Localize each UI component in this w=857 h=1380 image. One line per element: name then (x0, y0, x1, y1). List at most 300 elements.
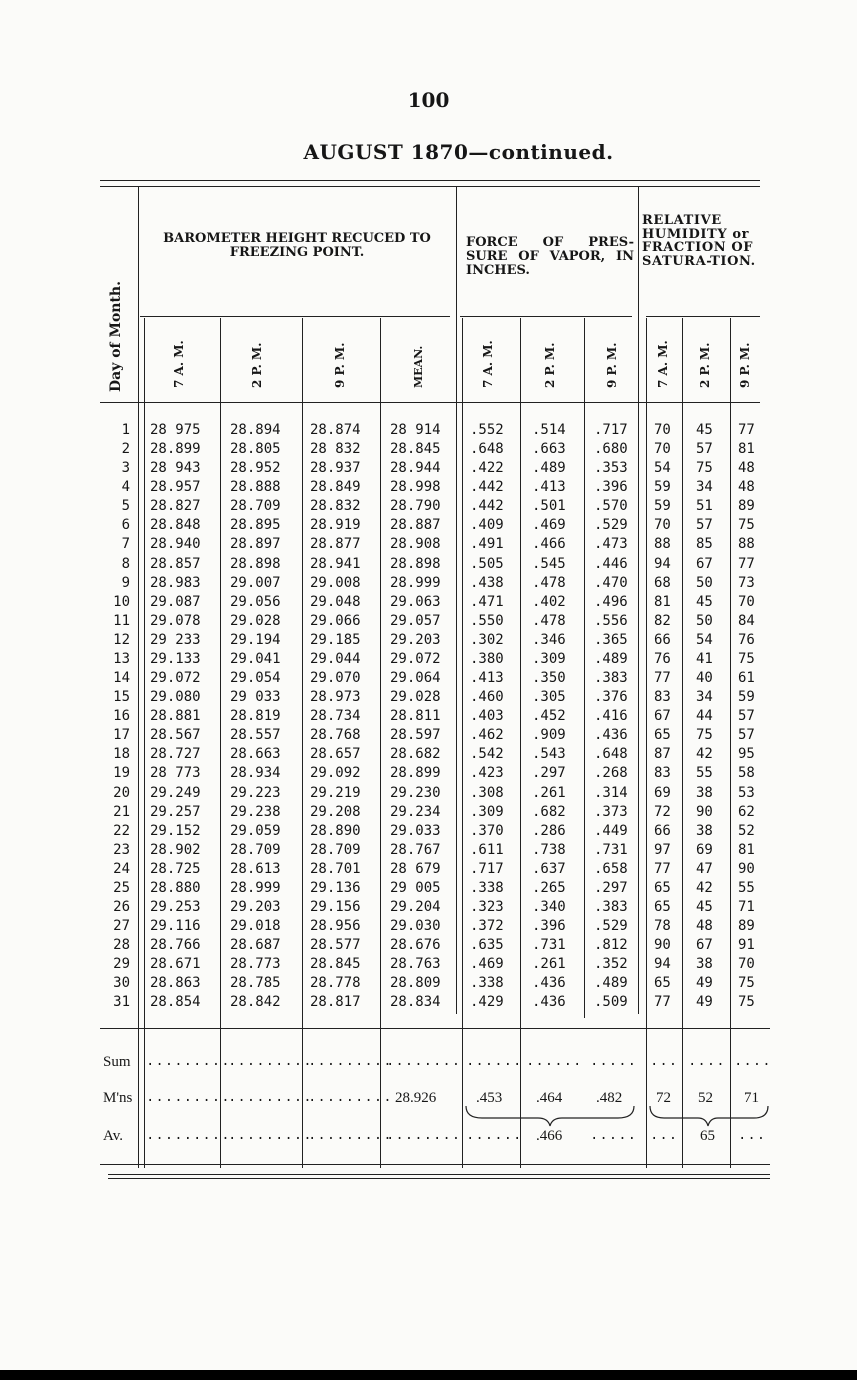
table-cell: 45 (696, 422, 713, 438)
day-cell: 25 (113, 879, 130, 896)
table-cell: 45 (696, 593, 713, 610)
table-cell: 29.041 (230, 650, 281, 667)
table-cell: .489 (594, 975, 628, 992)
table-cell: .505 (470, 555, 504, 572)
avg-label: Av. (103, 1128, 123, 1144)
table-cell: 28.937 (310, 460, 361, 477)
col-header-hum-9pm: 9 P. M. (738, 342, 752, 388)
day-cell: 26 (113, 899, 130, 915)
table-cell: 28.687 (230, 937, 281, 954)
table-cell: 28.941 (310, 555, 361, 572)
sum-dots-10: .... (734, 1054, 772, 1070)
col-header-bar-mean: MEAN. (412, 345, 425, 388)
table-cell: 29.253 (150, 899, 201, 915)
table-cell: .717 (594, 422, 628, 438)
table-cell: 57 (738, 727, 755, 744)
table-cell: 57 (738, 708, 755, 725)
day-cell: 28 (113, 937, 130, 954)
table-cell: 28.894 (230, 422, 281, 438)
day-header: Day of Month. (108, 281, 124, 392)
table-cell: .383 (594, 899, 628, 915)
table-cell: 28.983 (150, 574, 201, 591)
table-cell: 29.219 (310, 784, 361, 801)
table-cell: 77 (738, 555, 755, 572)
table-cell: 75 (696, 727, 713, 744)
day-cell: 8 (121, 555, 130, 572)
table-cell: 28.919 (310, 517, 361, 534)
table-cell: 28.709 (230, 498, 281, 515)
table-cell: 58 (738, 765, 755, 782)
avg-dots-1: ......... (146, 1128, 231, 1144)
table-cell: 28.857 (150, 555, 201, 572)
table-cell: 59 (654, 479, 671, 496)
table-cell: 28.577 (310, 937, 361, 954)
sum-dots-5: ...... (466, 1054, 523, 1070)
table-cell: 28.766 (150, 937, 201, 954)
table-cell: 45 (696, 899, 713, 915)
table-cell: 28.805 (230, 441, 281, 458)
table-cell: 61 (738, 670, 755, 687)
table-cell: 28.888 (230, 479, 281, 496)
table-cell: 29.033 (390, 822, 441, 839)
table-cell: 28.999 (230, 879, 281, 896)
table-cell: .353 (594, 460, 628, 477)
table-cell: 28.768 (310, 727, 361, 744)
table-cell: 88 (654, 536, 671, 553)
table-cell: .635 (470, 937, 504, 954)
table-cell: .637 (532, 860, 566, 877)
col-line-bar2 (220, 318, 221, 1168)
table-cell: 28.663 (230, 746, 281, 763)
vapor-brace (462, 1104, 642, 1128)
table-cell: 70 (738, 956, 755, 973)
day-cell: 7 (121, 536, 130, 553)
table-cell: .550 (470, 612, 504, 629)
table-cell: 28.790 (390, 498, 441, 515)
table-cell: .648 (470, 441, 504, 458)
table-cell: 57 (696, 441, 713, 458)
table-cell: 28.557 (230, 727, 281, 744)
table-cell: 67 (696, 937, 713, 954)
day-cell: 21 (113, 803, 130, 820)
avg-vapor: .466 (536, 1128, 563, 1144)
table-cell: 28.767 (390, 841, 441, 858)
col-line-hum7 (646, 318, 647, 1168)
table-cell: .466 (532, 536, 566, 553)
table-cell: 83 (654, 689, 671, 706)
table-cell: 72 (654, 803, 671, 820)
table-cell: .352 (594, 956, 628, 973)
table-cell: 29.018 (230, 918, 281, 935)
table-cell: 28.887 (390, 517, 441, 534)
table-cell: 42 (696, 746, 713, 763)
table-cell: 29.070 (310, 670, 361, 687)
table-cell: .501 (532, 498, 566, 515)
table-cell: 28 943 (150, 460, 201, 477)
table-cell: 29.234 (390, 803, 441, 820)
table-cell: 28.895 (230, 517, 281, 534)
avg-dots-5: ...... (466, 1128, 523, 1144)
sum-dots-1: ......... (146, 1054, 231, 1070)
scan-edge-bar (0, 1370, 857, 1380)
table-cell: .314 (594, 784, 628, 801)
day-cell: 24 (113, 860, 130, 877)
table-cell: 78 (654, 918, 671, 935)
col-line-vap2 (520, 318, 521, 1168)
table-bottom-rule (108, 1174, 770, 1175)
table-cell: 28.973 (310, 689, 361, 706)
table-cell: 70 (738, 593, 755, 610)
footer-mid-rule (100, 1164, 770, 1165)
table-cell: .470 (594, 574, 628, 591)
table-cell: 28.727 (150, 746, 201, 763)
table-cell: 70 (654, 441, 671, 458)
table-cell: 29.030 (390, 918, 441, 935)
day-cell: 18 (113, 746, 130, 763)
table-cell: .545 (532, 555, 566, 572)
table-cell: .383 (594, 670, 628, 687)
table-cell: .478 (532, 612, 566, 629)
table-cell: 81 (738, 441, 755, 458)
avg-humidity: 65 (700, 1128, 715, 1144)
table-cell: .413 (470, 670, 504, 687)
table-cell: 53 (738, 784, 755, 801)
table-cell: 59 (738, 689, 755, 706)
means-vap-2pm: .464 (536, 1090, 563, 1106)
table-cell: .308 (470, 784, 504, 801)
col-line-day (138, 186, 139, 1168)
table-cell: .396 (594, 479, 628, 496)
table-cell: 65 (654, 975, 671, 992)
table-cell: 28.827 (150, 498, 201, 515)
day-cell: 11 (113, 612, 130, 629)
page-number: 100 (407, 88, 450, 112)
table-cell: .340 (532, 899, 566, 915)
sum-dots-8: ... (650, 1054, 679, 1070)
table-cell: .648 (594, 746, 628, 763)
sum-dots-6: ...... (526, 1054, 583, 1070)
means-label: M'ns (103, 1090, 133, 1106)
table-cell: 28.957 (150, 479, 201, 496)
table-cell: 66 (654, 822, 671, 839)
table-cell: 28.597 (390, 727, 441, 744)
table-cell: .442 (470, 498, 504, 515)
table-cell: 28.897 (230, 536, 281, 553)
table-cell: 28.778 (310, 975, 361, 992)
table-cell: 38 (696, 956, 713, 973)
table-cell: .738 (532, 841, 566, 858)
table-cell: 29.007 (230, 574, 281, 591)
table-cell: .297 (594, 879, 628, 896)
table-cell: 29.048 (310, 593, 361, 610)
day-cell: 19 (113, 765, 130, 782)
table-cell: 29.194 (230, 631, 281, 648)
col-line-vap9 (584, 318, 585, 1018)
col-line-bar7 (144, 318, 145, 1168)
table-cell: 69 (696, 841, 713, 858)
table-cell: 29.152 (150, 822, 201, 839)
table-cell: 87 (654, 746, 671, 763)
table-cell: .309 (532, 650, 566, 667)
table-cell: 95 (738, 746, 755, 763)
table-cell: 29.028 (230, 612, 281, 629)
table-cell: 28.709 (310, 841, 361, 858)
means-hum-2pm: 52 (698, 1090, 713, 1106)
table-cell: .496 (594, 593, 628, 610)
table-cell: 55 (738, 879, 755, 896)
table-cell: 28.849 (310, 479, 361, 496)
table-cell: .265 (532, 879, 566, 896)
table-cell: .396 (532, 918, 566, 935)
table-cell: 29.136 (310, 879, 361, 896)
table-cell: 28.819 (230, 708, 281, 725)
table-cell: 28.952 (230, 460, 281, 477)
table-cell: .338 (470, 975, 504, 992)
table-cell: .409 (470, 517, 504, 534)
table-cell: 29.056 (230, 593, 281, 610)
table-cell: 28.842 (230, 994, 281, 1011)
table-cell: 71 (738, 899, 755, 915)
day-cell: 3 (121, 460, 130, 477)
table-cell: 82 (654, 612, 671, 629)
day-cell: 30 (113, 975, 130, 992)
col-header-hum-7am: 7 A. M. (656, 340, 670, 388)
table-cell: 29 233 (150, 631, 201, 648)
humidity-brace (646, 1104, 774, 1128)
table-cell: 29.072 (390, 650, 441, 667)
means-dots-2: ......... (228, 1090, 313, 1106)
table-cell: .489 (532, 460, 566, 477)
table-cell: .305 (532, 689, 566, 706)
table-cell: 94 (654, 555, 671, 572)
table-cell: 28.848 (150, 517, 201, 534)
table-cell: 28.809 (390, 975, 441, 992)
table-cell: 28.763 (390, 956, 441, 973)
table-cell: .436 (532, 994, 566, 1011)
table-cell: 40 (696, 670, 713, 687)
col-header-bar-2pm: 2 P. M. (250, 342, 264, 388)
table-cell: 29 005 (390, 879, 441, 896)
table-cell: .370 (470, 822, 504, 839)
table-cell: .469 (470, 956, 504, 973)
table-cell: .611 (470, 841, 504, 858)
table-cell: .413 (532, 479, 566, 496)
table-cell: .442 (470, 479, 504, 496)
table-cell: 28.854 (150, 994, 201, 1011)
table-cell: 90 (696, 803, 713, 820)
table-cell: 28.785 (230, 975, 281, 992)
table-cell: .423 (470, 765, 504, 782)
table-top-rule-inner (100, 186, 760, 187)
humidity-group-rule (646, 316, 760, 317)
table-cell: 29.203 (230, 899, 281, 915)
table-cell: 28.725 (150, 860, 201, 877)
day-cell: 13 (113, 650, 130, 667)
table-cell: 69 (654, 784, 671, 801)
table-cell: 77 (654, 670, 671, 687)
means-mean: 28.926 (395, 1090, 437, 1106)
table-cell: 28.709 (230, 841, 281, 858)
table-cell: .338 (470, 879, 504, 896)
table-cell: 28.874 (310, 422, 361, 438)
table-cell: .403 (470, 708, 504, 725)
sum-label: Sum (103, 1054, 131, 1070)
table-cell: .529 (594, 918, 628, 935)
table-cell: .446 (594, 555, 628, 572)
col-line-humidity (638, 186, 639, 1014)
table-cell: 28.682 (390, 746, 441, 763)
table-cell: 54 (654, 460, 671, 477)
table-cell: 34 (696, 689, 713, 706)
table-cell: 48 (696, 918, 713, 935)
table-cell: 75 (738, 650, 755, 667)
table-cell: .552 (470, 422, 504, 438)
table-cell: 90 (738, 860, 755, 877)
table-cell: 84 (738, 612, 755, 629)
col-line-hum2 (682, 318, 683, 1168)
table-cell: 48 (738, 479, 755, 496)
day-cell: 14 (113, 670, 130, 687)
table-cell: 29 033 (230, 689, 281, 706)
avg-dots-8: ... (738, 1128, 767, 1144)
table-cell: 29.257 (150, 803, 201, 820)
table-cell: 28.956 (310, 918, 361, 935)
day-cell: 15 (113, 689, 130, 706)
table-cell: 29.078 (150, 612, 201, 629)
table-cell: .473 (594, 536, 628, 553)
table-cell: 28 773 (150, 765, 201, 782)
table-cell: .323 (470, 899, 504, 915)
table-cell: .261 (532, 956, 566, 973)
table-cell: .570 (594, 498, 628, 515)
table-cell: 50 (696, 612, 713, 629)
table-cell: 28.934 (230, 765, 281, 782)
table-cell: 28.671 (150, 956, 201, 973)
table-cell: .436 (594, 727, 628, 744)
col-header-hum-2pm: 2 P. M. (698, 342, 712, 388)
table-cell: 28.811 (390, 708, 441, 725)
table-cell: 29.008 (310, 574, 361, 591)
table-cell: .350 (532, 670, 566, 687)
table-cell: 42 (696, 879, 713, 896)
barometer-group-rule (140, 316, 450, 317)
table-cell: .529 (594, 517, 628, 534)
day-cell: 16 (113, 708, 130, 725)
table-cell: .449 (594, 822, 628, 839)
table-cell: 28.845 (310, 956, 361, 973)
table-cell: 52 (738, 822, 755, 839)
table-cell: .416 (594, 708, 628, 725)
table-cell: 28.998 (390, 479, 441, 496)
sum-dots-4: ........ (386, 1054, 462, 1070)
barometer-header: BAROMETER HEIGHT RECUCED TO FREEZING POINT. (163, 231, 431, 260)
table-cell: 28.817 (310, 994, 361, 1011)
day-cell: 5 (121, 498, 130, 515)
table-cell: 29.223 (230, 784, 281, 801)
table-cell: 65 (654, 879, 671, 896)
table-cell: .680 (594, 441, 628, 458)
table-cell: .460 (470, 689, 504, 706)
table-cell: 66 (654, 631, 671, 648)
table-cell: .438 (470, 574, 504, 591)
table-cell: 29.208 (310, 803, 361, 820)
table-cell: 48 (738, 460, 755, 477)
table-cell: 90 (654, 937, 671, 954)
table-cell: 76 (738, 631, 755, 648)
table-cell: 89 (738, 918, 755, 935)
table-cell: 28.613 (230, 860, 281, 877)
table-cell: 29.028 (390, 689, 441, 706)
means-vap-9pm: .482 (596, 1090, 623, 1106)
table-cell: 28.898 (230, 555, 281, 572)
table-cell: 29.203 (390, 631, 441, 648)
table-cell: .491 (470, 536, 504, 553)
table-cell: 77 (654, 994, 671, 1011)
table-cell: 89 (738, 498, 755, 515)
means-hum-7am: 72 (656, 1090, 671, 1106)
table-cell: .261 (532, 784, 566, 801)
table-cell: .542 (470, 746, 504, 763)
table-cell: 67 (654, 708, 671, 725)
table-cell: 29.057 (390, 612, 441, 629)
table-cell: 59 (654, 498, 671, 515)
table-cell: 49 (696, 975, 713, 992)
table-cell: .682 (532, 803, 566, 820)
table-cell: 28.890 (310, 822, 361, 839)
table-cell: 34 (696, 479, 713, 496)
table-cell: 28.657 (310, 746, 361, 763)
table-cell: .478 (532, 574, 566, 591)
table-cell: 28.567 (150, 727, 201, 744)
table-cell: 29.156 (310, 899, 361, 915)
table-cell: 28.676 (390, 937, 441, 954)
day-cell: 27 (113, 918, 130, 935)
table-cell: 28.845 (390, 441, 441, 458)
table-cell: 28.877 (310, 536, 361, 553)
col-header-vap-2pm: 2 P. M. (543, 342, 557, 388)
table-cell: 29.064 (390, 670, 441, 687)
table-cell: .302 (470, 631, 504, 648)
table-cell: 28.908 (390, 536, 441, 553)
table-cell: 91 (738, 937, 755, 954)
table-cell: 51 (696, 498, 713, 515)
col-header-bar-9pm: 9 P. M. (333, 342, 347, 388)
table-cell: 28.902 (150, 841, 201, 858)
table-cell: 97 (654, 841, 671, 858)
table-cell: 38 (696, 784, 713, 801)
table-cell: 75 (738, 975, 755, 992)
day-cell: 2 (121, 441, 130, 458)
col-line-hum9 (730, 318, 731, 1168)
day-cell: 31 (113, 994, 130, 1011)
table-cell: 75 (738, 994, 755, 1011)
table-cell: 75 (738, 517, 755, 534)
table-cell: .436 (532, 975, 566, 992)
table-cell: 67 (696, 555, 713, 572)
table-cell: .663 (532, 441, 566, 458)
means-hum-9pm: 71 (744, 1090, 759, 1106)
table-cell: 29.059 (230, 822, 281, 839)
table-cell: 29.249 (150, 784, 201, 801)
table-cell: .509 (594, 994, 628, 1011)
means-vap-7am: .453 (476, 1090, 503, 1106)
table-cell: 29.066 (310, 612, 361, 629)
sum-dots-7: ..... (590, 1054, 638, 1070)
avg-dots-7: ... (650, 1128, 679, 1144)
table-cell: 28.863 (150, 975, 201, 992)
table-cell: .731 (594, 841, 628, 858)
table-cell: 29.054 (230, 670, 281, 687)
